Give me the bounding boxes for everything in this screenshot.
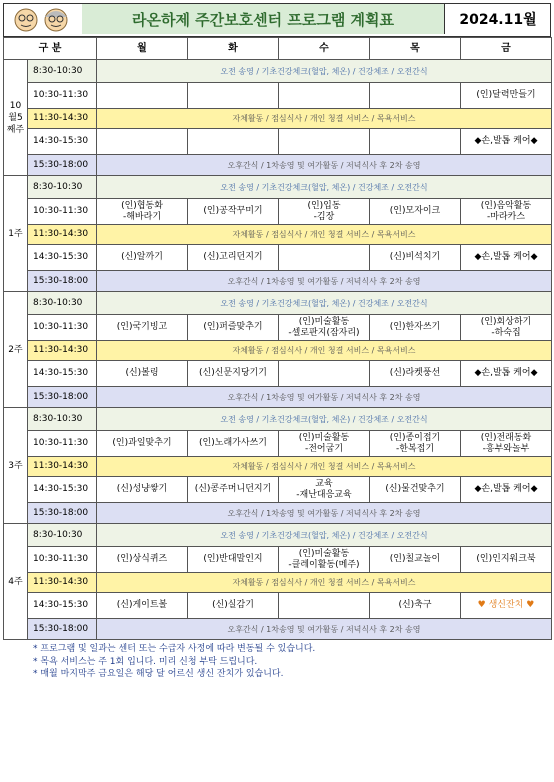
time-slot: 14:30-15:30 bbox=[28, 129, 97, 155]
table-row bbox=[4, 477, 552, 503]
time-slot: 8:30-10:30 bbox=[28, 524, 97, 547]
activity-cell: (인)공작꾸미기 bbox=[188, 199, 279, 225]
time-slot: 10:30-11:30 bbox=[28, 199, 97, 225]
activity-cell: (인)미술활동 -셀로판지(잠자리) bbox=[279, 315, 370, 341]
col-header-thu: 목 bbox=[370, 38, 461, 60]
activity-cell: (신)콩주머니던지기 bbox=[188, 477, 279, 503]
common-noon-cell: 자체활동 / 점심식사 / 개인 청결 서비스 / 목욕서비스 bbox=[97, 225, 552, 245]
col-header-tue: 화 bbox=[188, 38, 279, 60]
activity-cell: (인)퍼즐맞추기 bbox=[188, 315, 279, 341]
week-label: 10 월5 째주 bbox=[4, 60, 28, 176]
activity-cell bbox=[279, 83, 370, 109]
time-slot: 11:30-14:30 bbox=[28, 573, 97, 593]
note-line: * 매월 마지막주 금요일은 해당 달 어르신 생신 잔치가 있습니다. bbox=[33, 669, 284, 679]
time-slot: 14:30-15:30 bbox=[28, 477, 97, 503]
common-evening-cell: 오후간식 / 1차송영 및 여가활동 / 저녁식사 후 2차 송영 bbox=[97, 271, 552, 292]
schedule-table bbox=[3, 37, 552, 640]
table-row bbox=[4, 245, 552, 271]
table-row bbox=[4, 547, 552, 573]
column-header-row bbox=[4, 38, 552, 60]
activity-cell: ◆손,발톱 케어◆ bbox=[461, 361, 552, 387]
activity-cell: (신)게이트볼 bbox=[97, 593, 188, 619]
common-evening-cell: 오후간식 / 1차송영 및 여가활동 / 저녁식사 후 2차 송영 bbox=[97, 503, 552, 524]
activity-cell: (인)칠교놀이 bbox=[370, 547, 461, 573]
activity-cell: (인)종이접기 -한복접기 bbox=[370, 431, 461, 457]
activity-cell: (인)한자쓰기 bbox=[370, 315, 461, 341]
time-slot: 11:30-14:30 bbox=[28, 457, 97, 477]
activity-cell: (인)전래동화 -흥부와놀부 bbox=[461, 431, 552, 457]
col-header-mon: 월 bbox=[97, 38, 188, 60]
table-row bbox=[4, 199, 552, 225]
time-slot: 15:30-18:00 bbox=[28, 503, 97, 524]
time-slot: 10:30-11:30 bbox=[28, 547, 97, 573]
table-row bbox=[4, 361, 552, 387]
activity-cell bbox=[370, 129, 461, 155]
col-header-category: 구 분 bbox=[4, 38, 97, 60]
activity-cell: (신)비석치기 bbox=[370, 245, 461, 271]
activity-cell bbox=[188, 129, 279, 155]
activity-cell: (신)물건맞추기 bbox=[370, 477, 461, 503]
time-slot: 11:30-14:30 bbox=[28, 225, 97, 245]
activity-cell: (인)모자이크 bbox=[370, 199, 461, 225]
activity-cell bbox=[279, 361, 370, 387]
activity-cell: (신)알까기 bbox=[97, 245, 188, 271]
activity-cell: (신)실감기 bbox=[188, 593, 279, 619]
activity-cell bbox=[188, 83, 279, 109]
month-label: 2024.11월 bbox=[444, 4, 551, 34]
activity-cell bbox=[370, 83, 461, 109]
table-row bbox=[4, 315, 552, 341]
notes bbox=[3, 643, 551, 681]
table-row bbox=[4, 109, 552, 129]
elderly-couple-logo-icon bbox=[8, 6, 78, 34]
activity-cell: 교육 -재난대응교육 bbox=[279, 477, 370, 503]
table-row bbox=[4, 292, 552, 315]
activity-cell bbox=[279, 593, 370, 619]
time-slot: 8:30-10:30 bbox=[28, 176, 97, 199]
week-label: 1주 bbox=[4, 176, 28, 292]
time-slot: 8:30-10:30 bbox=[28, 292, 97, 315]
col-header-wed: 수 bbox=[279, 38, 370, 60]
time-slot: 10:30-11:30 bbox=[28, 431, 97, 457]
activity-cell: (인)음악활동 -마라카스 bbox=[461, 199, 552, 225]
activity-cell bbox=[97, 129, 188, 155]
table-row bbox=[4, 176, 552, 199]
activity-cell: (인)상식퀴즈 bbox=[97, 547, 188, 573]
activity-cell: (신)라켓풍선 bbox=[370, 361, 461, 387]
time-slot: 15:30-18:00 bbox=[28, 271, 97, 292]
activity-cell: (신)축구 bbox=[370, 593, 461, 619]
activity-cell: ◆손,발톱 케어◆ bbox=[461, 477, 552, 503]
activity-cell: (인)인지워크북 bbox=[461, 547, 552, 573]
activity-cell: ♥ 생신잔치 ♥ bbox=[461, 593, 552, 619]
table-row bbox=[4, 387, 552, 408]
activity-cell: ◆손,발톱 케어◆ bbox=[461, 129, 552, 155]
common-noon-cell: 자체활동 / 점심식사 / 개인 청결 서비스 / 목욕서비스 bbox=[97, 457, 552, 477]
table-row bbox=[4, 593, 552, 619]
activity-cell bbox=[97, 83, 188, 109]
time-slot: 10:30-11:30 bbox=[28, 83, 97, 109]
activity-cell: ◆손,발톱 케어◆ bbox=[461, 245, 552, 271]
table-row bbox=[4, 503, 552, 524]
activity-cell bbox=[279, 245, 370, 271]
time-slot: 15:30-18:00 bbox=[28, 387, 97, 408]
activity-cell: (인)미술활동 -전어굽기 bbox=[279, 431, 370, 457]
activity-cell: (신)볼링 bbox=[97, 361, 188, 387]
table-row bbox=[4, 524, 552, 547]
time-slot: 10:30-11:30 bbox=[28, 315, 97, 341]
page-title: 라온하제 주간보호센터 프로그램 계획표 bbox=[82, 4, 444, 34]
table-row bbox=[4, 408, 552, 431]
activity-cell: (인)달력만들기 bbox=[461, 83, 552, 109]
activity-cell: (인)국기빙고 bbox=[97, 315, 188, 341]
time-slot: 8:30-10:30 bbox=[28, 60, 97, 83]
activity-cell: (신)신문지당기기 bbox=[188, 361, 279, 387]
table-row bbox=[4, 83, 552, 109]
time-slot: 14:30-15:30 bbox=[28, 245, 97, 271]
table-row bbox=[4, 341, 552, 361]
table-row bbox=[4, 60, 552, 83]
activity-cell: (신)성냥쌓기 bbox=[97, 477, 188, 503]
common-noon-cell: 자체활동 / 점심식사 / 개인 청결 서비스 / 목욕서비스 bbox=[97, 341, 552, 361]
activity-cell: (인)회상하기 -하숙집 bbox=[461, 315, 552, 341]
table-row bbox=[4, 619, 552, 640]
activity-cell bbox=[279, 129, 370, 155]
common-evening-cell: 오후간식 / 1차송영 및 여가활동 / 저녁식사 후 2차 송영 bbox=[97, 619, 552, 640]
activity-cell: (인)과일맞추기 bbox=[97, 431, 188, 457]
time-slot: 15:30-18:00 bbox=[28, 619, 97, 640]
table-row bbox=[4, 573, 552, 593]
table-row bbox=[4, 457, 552, 477]
activity-cell: (인)입동 -김장 bbox=[279, 199, 370, 225]
activity-cell: (인)협동화 -해바라기 bbox=[97, 199, 188, 225]
week-label: 4주 bbox=[4, 524, 28, 640]
table-row bbox=[4, 155, 552, 176]
week-label: 2주 bbox=[4, 292, 28, 408]
time-slot: 15:30-18:00 bbox=[28, 155, 97, 176]
table-row bbox=[4, 431, 552, 457]
header bbox=[3, 3, 551, 37]
activity-cell: (신)고리던지기 bbox=[188, 245, 279, 271]
note-line: * 프로그램 및 일과는 센터 또는 수급자 사정에 따라 변동될 수 있습니다. bbox=[33, 644, 316, 654]
activity-cell: (인)노래가사쓰기 bbox=[188, 431, 279, 457]
common-morning-cell: 오전 송영 / 기초건강체크(혈압, 체온) / 건강체조 / 오전간식 bbox=[97, 60, 552, 83]
activity-cell: (인)반대말인지 bbox=[188, 547, 279, 573]
table-row bbox=[4, 271, 552, 292]
common-morning-cell: 오전 송영 / 기초건강체크(혈압, 체온) / 건강체조 / 오전간식 bbox=[97, 176, 552, 199]
common-morning-cell: 오전 송영 / 기초건강체크(혈압, 체온) / 건강체조 / 오전간식 bbox=[97, 292, 552, 315]
common-evening-cell: 오후간식 / 1차송영 및 여가활동 / 저녁식사 후 2차 송영 bbox=[97, 387, 552, 408]
common-morning-cell: 오전 송영 / 기초건강체크(혈압, 체온) / 건강체조 / 오전간식 bbox=[97, 408, 552, 431]
common-evening-cell: 오후간식 / 1차송영 및 여가활동 / 저녁식사 후 2차 송영 bbox=[97, 155, 552, 176]
common-morning-cell: 오전 송영 / 기초건강체크(혈압, 체온) / 건강체조 / 오전간식 bbox=[97, 524, 552, 547]
common-noon-cell: 자체활동 / 점심식사 / 개인 청결 서비스 / 목욕서비스 bbox=[97, 109, 552, 129]
table-row bbox=[4, 225, 552, 245]
time-slot: 14:30-15:30 bbox=[28, 593, 97, 619]
common-noon-cell: 자체활동 / 점심식사 / 개인 청결 서비스 / 목욕서비스 bbox=[97, 573, 552, 593]
table-row bbox=[4, 129, 552, 155]
time-slot: 11:30-14:30 bbox=[28, 109, 97, 129]
time-slot: 11:30-14:30 bbox=[28, 341, 97, 361]
schedule-page bbox=[3, 3, 551, 775]
time-slot: 14:30-15:30 bbox=[28, 361, 97, 387]
time-slot: 8:30-10:30 bbox=[28, 408, 97, 431]
activity-cell: (인)미술활동 -클레이활동(메주) bbox=[279, 547, 370, 573]
col-header-fri: 금 bbox=[461, 38, 552, 60]
week-label: 3주 bbox=[4, 408, 28, 524]
note-line: * 목욕 서비스는 주 1회 입니다. 미리 신청 부탁 드립니다. bbox=[33, 656, 258, 667]
